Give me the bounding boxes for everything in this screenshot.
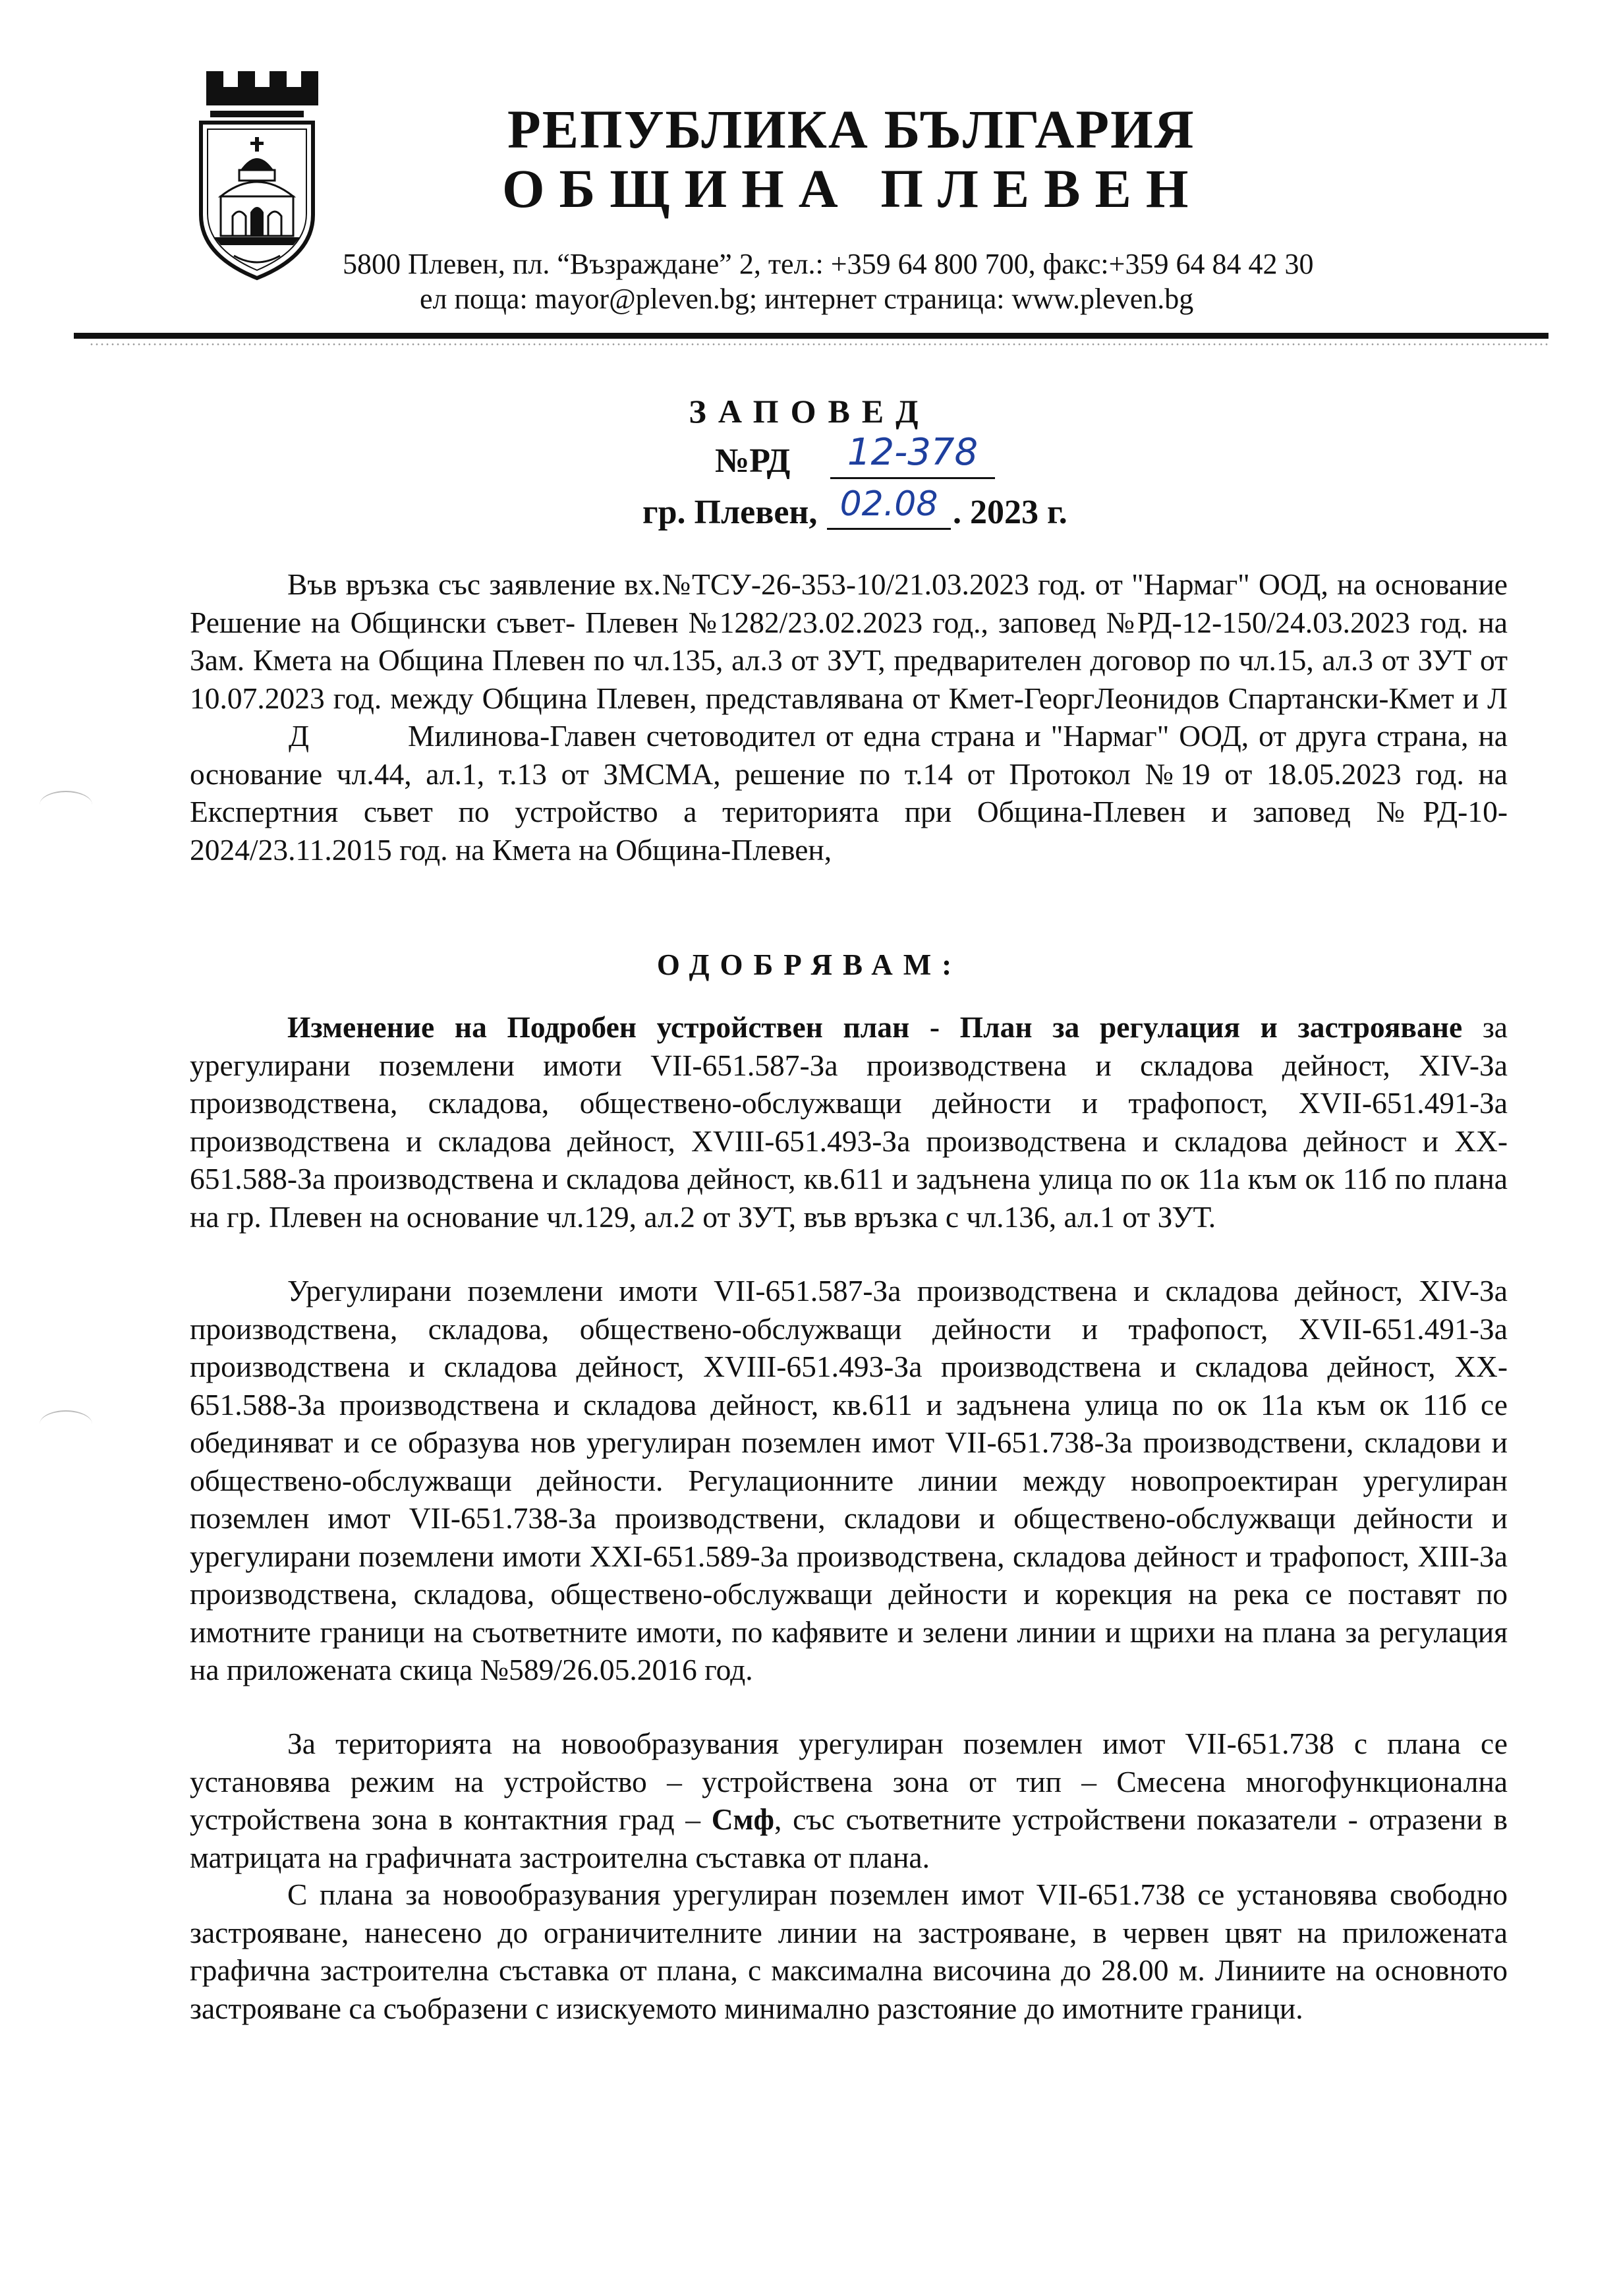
header-divider bbox=[74, 333, 1548, 339]
punch-hole-mark bbox=[40, 791, 92, 818]
order-title: ЗАПОВЕД bbox=[689, 393, 930, 430]
order-city-label: гр. Плевен, bbox=[642, 494, 818, 531]
intro-text-b: Д bbox=[289, 719, 310, 753]
punch-hole-mark bbox=[40, 1410, 92, 1438]
approve-heading: ОДОБРЯВАМ: bbox=[656, 948, 963, 981]
intro-text-a: Във връзка със заявление вх.№ТСУ-26-353-10/21.03.2023 год. от "Нармаг" ООД, на основание Решение на Общински съвет- Плевен №1282/23.02.2023 год., заповед №РД-12-150/24.03.2023 год. на Зам. Кмета на Община Плевен по чл.135, ал.3 от ЗУТ, предварителен договор по чл.15, ал.3 от ЗУТ от 10.07.2023 год. между Община Плевен, представлявана от Кмет-ГеоргЛеонидов Спартански-Кмет и Л bbox=[190, 567, 1508, 715]
approval-bold-text: Изменение на Подробен устройствен план - План за регулация и застрояване bbox=[287, 1010, 1463, 1044]
zone-code: Смф bbox=[711, 1802, 775, 1836]
address-line: 5800 Плевен, пл. “Възраждане” 2, тел.: +359 64 800 700, факс:+359 64 84 42 30 bbox=[343, 248, 1314, 280]
order-year: . 2023 г. bbox=[953, 494, 1067, 531]
municipality-heading: ОБЩИНА ПЛЕВЕН bbox=[502, 158, 1203, 219]
intro-paragraph bbox=[190, 565, 1508, 869]
header-dotted-divider bbox=[89, 343, 1548, 346]
zone-text-b: , със съответните устройствени показатели - отразени в матрицата на графичната застроителна съставка от плана. bbox=[190, 1802, 1508, 1874]
pleven-coat-of-arms-icon bbox=[194, 65, 320, 282]
building-paragraph: С плана за новообразувания урегулиран поземлен имот VII-651.738 се установява свободно застрояване, нанесено до ограничителните линии на застрояване, в червен цвят на приложената графична застроителна съставка от плана, с максимална височина до 28.00 м. Линиите на основното застрояване са съобразени с изискуемото минимално разстояние до имотните граници. bbox=[190, 1878, 1508, 2025]
intro-text-c: Милинова-Главен счетоводител от една страна и "Нармаг" ООД, от друга страна, на основание чл.44, ал.1, т.13 от ЗМСМА, решение по т.14 от Протокол №19 от 18.05.2023 год. на Експертния съвет по устройство а територията при Община-Плевен и заповед №РД-10-2024/23.11.2015 год. на Кмета на Община-Плевен, bbox=[190, 719, 1508, 867]
order-date-handwritten: 02.08 bbox=[827, 484, 951, 530]
order-number-label: №РД bbox=[715, 442, 791, 480]
order-number-handwritten: 12-378 bbox=[830, 431, 995, 479]
approval-text: за урегулирани поземлени имоти VII-651.587-За производствена и складова дейност, XIV-За производствена, складова, обществено-обслужващи дейности и трафопост, XVII-651.491-За производствена и складова дейност, XVIII-651.493-За производствена и складова дейност и XX-651.588-За производствена и складова дейност, кв.611 и задънена улица по ок 11а към ок 11б по плана на гр. Плевен на основание чл.129, ал.2 от ЗУТ, във връзка с чл.136, ал.1 от ЗУТ. bbox=[190, 1010, 1508, 1234]
approval-paragraph bbox=[190, 1008, 1508, 1236]
country-heading: РЕПУБЛИКА БЪЛГАРИЯ bbox=[507, 99, 1195, 159]
zone-text-a: За територията на новообразувания урегулиран поземлен имот VII-651.738 с плана се установява режим на устройство – устройствена зона от тип – Смесена многофункционална устройствена зона в контактния град – bbox=[190, 1727, 1508, 1836]
merge-paragraph: Урегулирани поземлени имоти VII-651.587-За производствена и складова дейност, XIV-За производствена, складова, обществено-обслужващи дейности и трафопост, XVII-651.491-За производствена и складова дейност, XVIII-651.493-За производствена и складова дейност, XX-651.588-За производствена и складова дейност, кв.611 и задънена улица по ок 11а към ок 11б се обединяват и се образува нов урегулиран поземлен имот VII-651.738-За производствени, складови и обществено-обслужващи дейности. Регулационните линии между новопроектиран урегулиран поземлен имот VII-651.738-За производствени, складови и обществено-обслужващи дейности и урегулирани поземлени имоти XXI-651.589-За производствена, складова дейност и трафопост, XIII-За производствена, складова, обществено-обслужващи дейности и корекция на река се поставят по имотните граници на съответните имоти, по кафявите и зелени линии и щрихи на плана за регулация на приложената скица №589/26.05.2016 год. bbox=[190, 1274, 1508, 1686]
zone-paragraph bbox=[190, 1725, 1508, 1876]
contact-line: ел поща: mayor@pleven.bg; интернет страница: www.pleven.bg bbox=[420, 283, 1194, 315]
